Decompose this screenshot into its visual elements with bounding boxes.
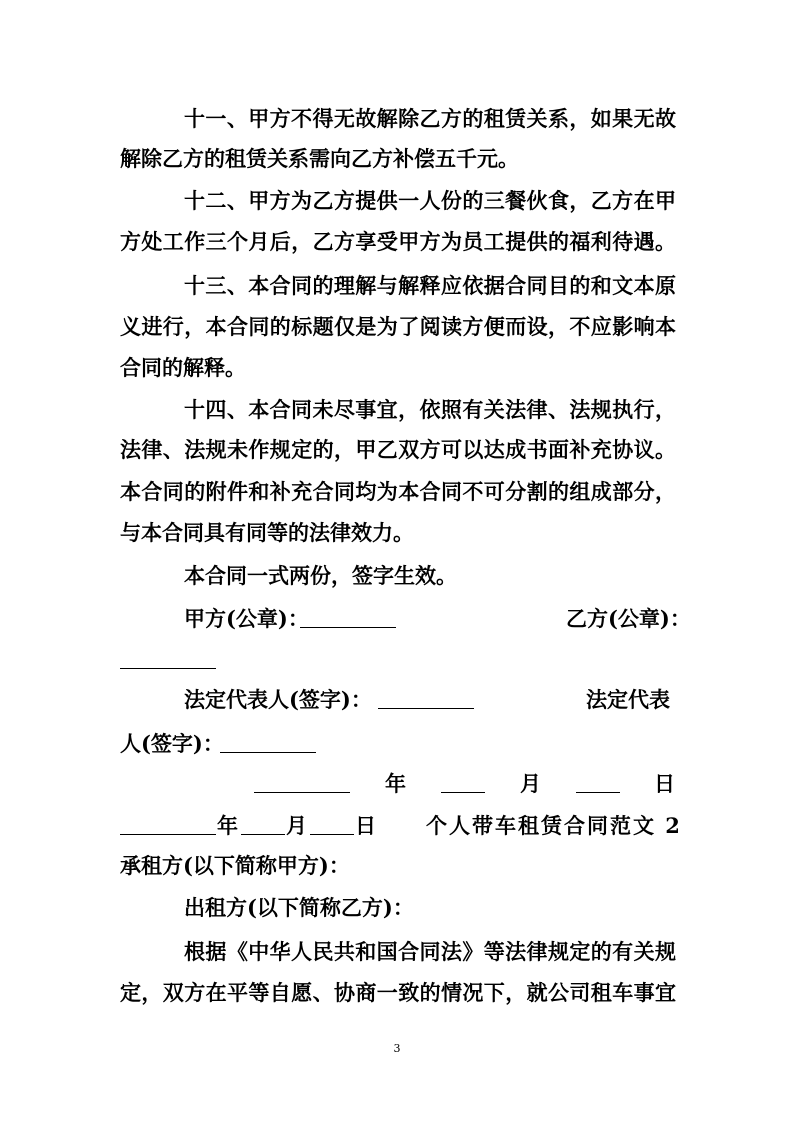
date-b-day-blank: [310, 808, 354, 835]
party-b-rep-label-part2: 人(签字)：: [120, 731, 224, 756]
intro-line-1: 根据《中华人民共和国合同法》等法律规定的有关规: [184, 939, 676, 964]
date-a-month-label: 月: [520, 771, 541, 796]
party-b-seal-blank-line: [120, 640, 676, 680]
party-a-seal-label: 甲方(公章)：: [184, 606, 309, 631]
clause-14-line-4: 与本合同具有同等的法律效力。: [120, 520, 414, 545]
date-b-day-label: 日: [355, 813, 376, 838]
date-line-b: [120, 806, 682, 846]
date-a-year-label: 年: [385, 771, 406, 796]
clause-14-line-1: 十四、本合同未尽事宜，依照有关法律、法规执行，: [184, 397, 676, 422]
clause-14-line-3: 本合同的附件和补充合同均为本合同不可分割的组成部分，: [120, 479, 676, 504]
date-a-day-label: 日: [654, 771, 675, 796]
representative-line: [120, 680, 676, 720]
party-b-seal-blank: [120, 642, 216, 669]
party-a-rep-label: 法定代表人(签字)：: [184, 687, 372, 712]
date-a-year-blank: [254, 766, 350, 793]
party-a-seal-blank: [300, 601, 396, 628]
clause-13-line-3: 合同的解释。: [120, 355, 246, 380]
date-b-month-label: 月: [286, 813, 307, 838]
party-a-rep-blank: [378, 682, 474, 709]
page-number: 3: [393, 1042, 401, 1055]
date-a-day-blank: [576, 766, 620, 793]
clause-14-line-2: 法律、法规未作规定的，甲乙双方可以达成书面补充协议。: [120, 437, 676, 462]
lessor-line: 出租方(以下简称乙方)：: [184, 895, 414, 920]
party-b-seal-label: 乙方(公章)：: [566, 606, 691, 631]
party-seal-line: [120, 599, 691, 639]
date-b-year-blank: [120, 808, 216, 835]
clause-13-line-1: 十三、本合同的理解与解释应依据合同目的和文本原: [184, 273, 676, 298]
party-b-rep-blank: [220, 726, 316, 753]
lessee-line: 承租方(以下简称甲方)：: [120, 853, 350, 878]
date-a-month-blank: [441, 766, 485, 793]
clause-13-line-2: 义进行，本合同的标题仅是为了阅读方便而设，不应影响本: [120, 314, 676, 339]
clause-12-line-1: 十二、甲方为乙方提供一人份的三餐伙食，乙方在甲: [184, 188, 676, 213]
clause-12-line-2: 方处工作三个月后，乙方享受甲方为员工提供的福利待遇。: [120, 229, 676, 254]
clause-11-line-2: 解除乙方的租赁关系需向乙方补偿五千元。: [120, 146, 519, 171]
clause-11-line-1: 十一、甲方不得无故解除乙方的租赁关系，如果无故: [184, 106, 676, 131]
copies-statement: 本合同一式两份，签字生效。: [184, 563, 457, 588]
date-b-month-blank: [241, 808, 285, 835]
intro-line-2: 定，双方在平等自愿、协商一致的情况下，就公司租车事宜: [120, 980, 676, 1005]
party-b-rep-line: [120, 724, 676, 764]
date-line-a: [120, 764, 676, 804]
date-b-year-label: 年: [217, 813, 238, 838]
second-contract-title: 个人带车租赁合同范文 2: [426, 813, 682, 838]
party-b-rep-label-part1: 法定代表: [586, 687, 670, 712]
